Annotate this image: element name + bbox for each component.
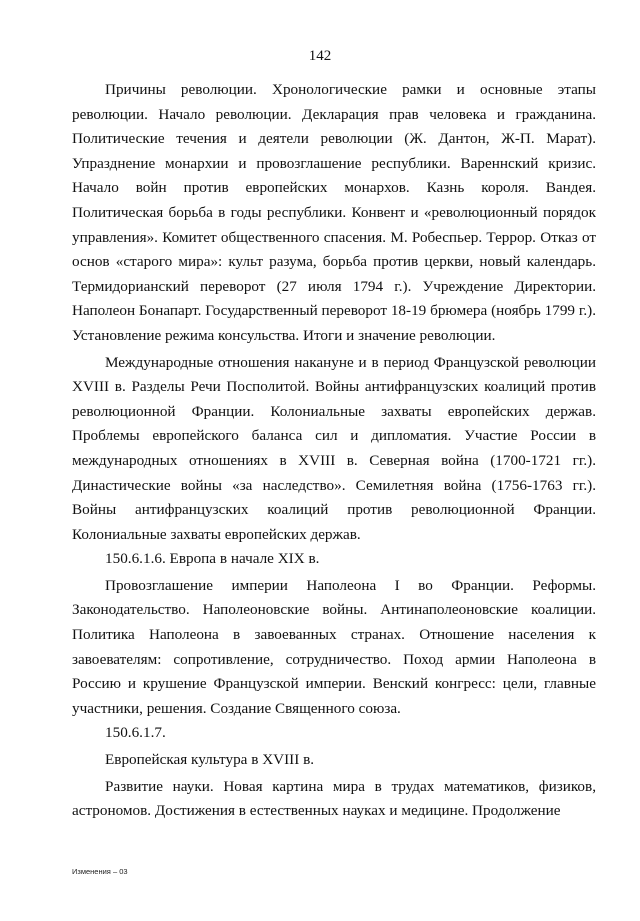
paragraph-science-development: Развитие науки. Новая картина мира в трудах математиков, физиков, астрономов. Достижения в естественных науках и медицине. Продолжение [72,777,596,820]
section-heading-150-6-1-6: 150.6.1.6. Европа в начале XIX в. [105,550,320,568]
section-number-150-6-1-7: 150.6.1.7. [105,724,166,742]
paragraph-international-relations: Международные отношения накануне и в период Французской революции XVIII в. Разделы Речи Посполитой. Войны антифранцузских коалиций против революционной Франции. Колониальные захваты европейских держав. Проблемы европейского баланса сил и дипломатия. Участие России в международных отношениях в XVIII в. Северная война (1700-1721 гг.). Династические войны «за наследство». Семилетняя война (1756-1763 гг.). Войны антифранцузских коалиций против революционной Франции. Колониальные захваты европейских держав. [72,353,596,543]
section-title-european-culture: Европейская культура в XVIII в. [105,751,315,769]
paragraph-napoleon-empire: Провозглашение империи Наполеона I во Франции. Реформы. Законодательство. Наполеоновские войны. Антинаполеоновские коалиции. Политика Наполеона в завоеванных странах. Отношение населения к завоевателям: сопротивление, сотрудничество. Поход армии Наполеона в Россию и крушение Французской империи. Венский конгресс: цели, главные участники, решения. Создание Священного союза. [72,576,596,717]
page-number: 142 [308,48,332,64]
paragraph-revolution-causes: Причины революции. Хронологические рамки и основные этапы революции. Начало революции. Декларация прав человека и гражданина. Политические течения и деятели революции (Ж. Дантон, Ж-П. Марат). Упразднение монархии и провозглашение республики. Вареннский кризис. Начало войн против европейских монархов. Казнь короля. Вандея. Политическая борьба в годы республики. Конвент и «революционный порядок управления». Комитет общественного спасения. М. Робеспьер. Террор. Отказ от основ «старого мира»: культ разума, борьба против церкви, новый календарь. Термидорианский переворот (27 июля 1794 г.). Учреждение Директории. Наполеон Бонапарт. Государственный переворот 18-19 брюмера (ноябрь 1799 г.). Установление режима консульства. Итоги и значение революции. [72,81,596,344]
footer-revision-note: Изменения – 03 [72,867,128,876]
document-body [72,78,596,824]
